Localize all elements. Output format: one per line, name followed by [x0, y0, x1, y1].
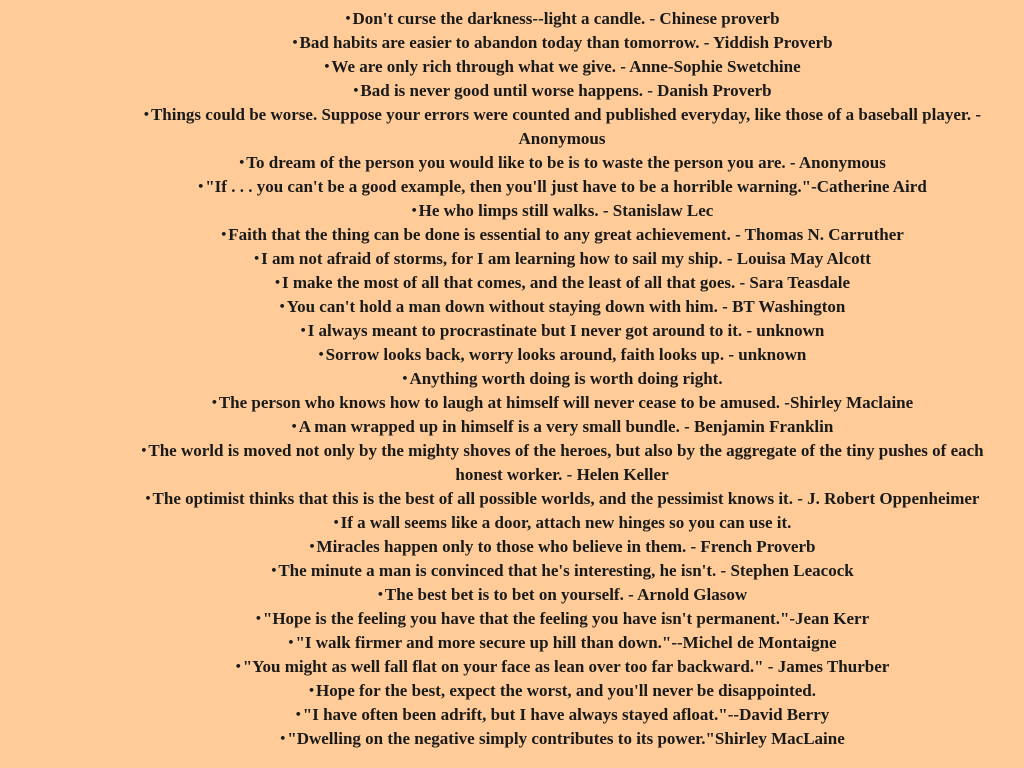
- quote-text: Faith that the thing can be done is essential to any great achievement. - Thomas N. Carruther: [228, 225, 904, 244]
- bullet-icon: •: [401, 372, 409, 385]
- quote-item: [128, 511, 996, 535]
- quote-item: [128, 535, 996, 559]
- quote-text: The minute a man is convinced that he's interesting, he isn't. - Stephen Leacock: [278, 561, 854, 580]
- quote-item: [128, 439, 996, 487]
- bullet-icon: •: [294, 708, 302, 721]
- quote-text: Bad habits are easier to abandon today than tomorrow. - Yiddish Proverb: [299, 33, 833, 52]
- quote-text: Hope for the best, expect the worst, and you'll never be disappointed.: [316, 681, 816, 700]
- quote-item: [128, 391, 996, 415]
- quote-text: I make the most of all that comes, and the least of all that goes. - Sara Teasdale: [281, 273, 851, 292]
- bullet-icon: •: [273, 276, 281, 289]
- quote-item: [128, 223, 996, 247]
- bullet-icon: •: [352, 84, 360, 97]
- bullet-icon: •: [376, 588, 384, 601]
- quote-text: If a wall seems like a door, attach new hinges so you can use it.: [340, 513, 792, 532]
- bullet-icon: •: [344, 12, 352, 25]
- quote-item: [128, 271, 996, 295]
- quote-item: [128, 631, 996, 655]
- quote-text: The optimist thinks that this is the best of all possible worlds, and the pessimist knows it. - J. Robert Oppenheimer: [152, 489, 980, 508]
- bullet-icon: •: [254, 612, 262, 625]
- quote-text: "Dwelling on the negative simply contributes to its power."Shirley MacLaine: [287, 729, 845, 748]
- quote-item: [128, 7, 996, 31]
- quote-text: A man wrapped up in himself is a very small bundle. - Benjamin Franklin: [298, 417, 834, 436]
- bullet-icon: •: [234, 660, 242, 673]
- quote-text: Things could be worse. Suppose your errors were counted and published everyday, like those of a baseball player. - Anonymous: [150, 105, 982, 148]
- quote-item: [128, 655, 996, 679]
- bullet-icon: •: [323, 60, 331, 73]
- quote-item: [128, 151, 996, 175]
- quote-item: [128, 679, 996, 703]
- quote-item: [128, 319, 996, 343]
- bullet-icon: •: [197, 180, 205, 193]
- bullet-icon: •: [238, 156, 246, 169]
- quote-text: I always meant to procrastinate but I never got around to it. - unknown: [307, 321, 825, 340]
- quote-text: The best bet is to bet on yourself. - Arnold Glasow: [384, 585, 748, 604]
- bullet-icon: •: [142, 108, 150, 121]
- quote-text: "I walk firmer and more secure up hill than down."--Michel de Montaigne: [295, 633, 837, 652]
- quote-item: [128, 367, 996, 391]
- quote-item: [128, 583, 996, 607]
- quote-item: [128, 727, 996, 751]
- quote-item: [128, 247, 996, 271]
- quote-text: Anything worth doing is worth doing right.: [409, 369, 723, 388]
- quote-text: I am not afraid of storms, for I am learning how to sail my ship. - Louisa May Alcott: [261, 249, 871, 268]
- bullet-icon: •: [410, 204, 418, 217]
- bullet-icon: •: [291, 36, 299, 49]
- quote-text: Bad is never good until worse happens. - Danish Proverb: [360, 81, 772, 100]
- bullet-icon: •: [140, 444, 148, 457]
- quote-item: [128, 415, 996, 439]
- quote-item: [128, 295, 996, 319]
- quote-item: [128, 103, 996, 151]
- quote-text: "If . . . you can't be a good example, then you'll just have to be a horrible warning."-Catherine Aird: [205, 177, 927, 196]
- bullet-icon: •: [317, 348, 325, 361]
- bullet-icon: •: [332, 516, 340, 529]
- quote-item: [128, 607, 996, 631]
- quote-text: Miracles happen only to those who believe in them. - French Proverb: [316, 537, 816, 556]
- bullet-icon: •: [278, 300, 286, 313]
- quote-item: [128, 343, 996, 367]
- quote-item: [128, 79, 996, 103]
- quote-text: "I have often been adrift, but I have always stayed afloat."--David Berry: [302, 705, 830, 724]
- quote-item: [128, 703, 996, 727]
- quote-item: [128, 199, 996, 223]
- bullet-icon: •: [253, 252, 261, 265]
- quote-text: "You might as well fall flat on your face as lean over too far backward." - James Thurber: [242, 657, 890, 676]
- bullet-icon: •: [220, 228, 228, 241]
- quote-text: Sorrow looks back, worry looks around, faith looks up. - unknown: [325, 345, 807, 364]
- quote-text: You can't hold a man down without staying down with him. - BT Washington: [286, 297, 846, 316]
- quote-text: The world is moved not only by the mighty shoves of the heroes, but also by the aggregate of the tiny pushes of each honest worker. - Helen Keller: [148, 441, 984, 484]
- bullet-icon: •: [144, 492, 152, 505]
- quote-item: [128, 559, 996, 583]
- quote-text: To dream of the person you would like to be is to waste the person you are. - Anonymous: [246, 153, 886, 172]
- bullet-icon: •: [308, 684, 316, 697]
- bullet-icon: •: [270, 564, 278, 577]
- quote-item: [128, 487, 996, 511]
- quote-item: [128, 175, 996, 199]
- bullet-icon: •: [287, 636, 295, 649]
- bullet-icon: •: [308, 540, 316, 553]
- bullet-icon: •: [290, 420, 298, 433]
- quote-text: Don't curse the darkness--light a candle. - Chinese proverb: [352, 9, 780, 28]
- quote-item: [128, 55, 996, 79]
- bullet-icon: •: [279, 732, 287, 745]
- bullet-icon: •: [299, 324, 307, 337]
- quote-item: [128, 31, 996, 55]
- quote-text: The person who knows how to laugh at himself will never cease to be amused. -Shirley Maclaine: [218, 393, 914, 412]
- bullet-icon: •: [210, 396, 218, 409]
- quote-text: "Hope is the feeling you have that the feeling you have isn't permanent."-Jean Kerr: [262, 609, 870, 628]
- quote-text: He who limps still walks. - Stanislaw Lec: [418, 201, 714, 220]
- quote-text: We are only rich through what we give. - Anne-Sophie Swetchine: [331, 57, 801, 76]
